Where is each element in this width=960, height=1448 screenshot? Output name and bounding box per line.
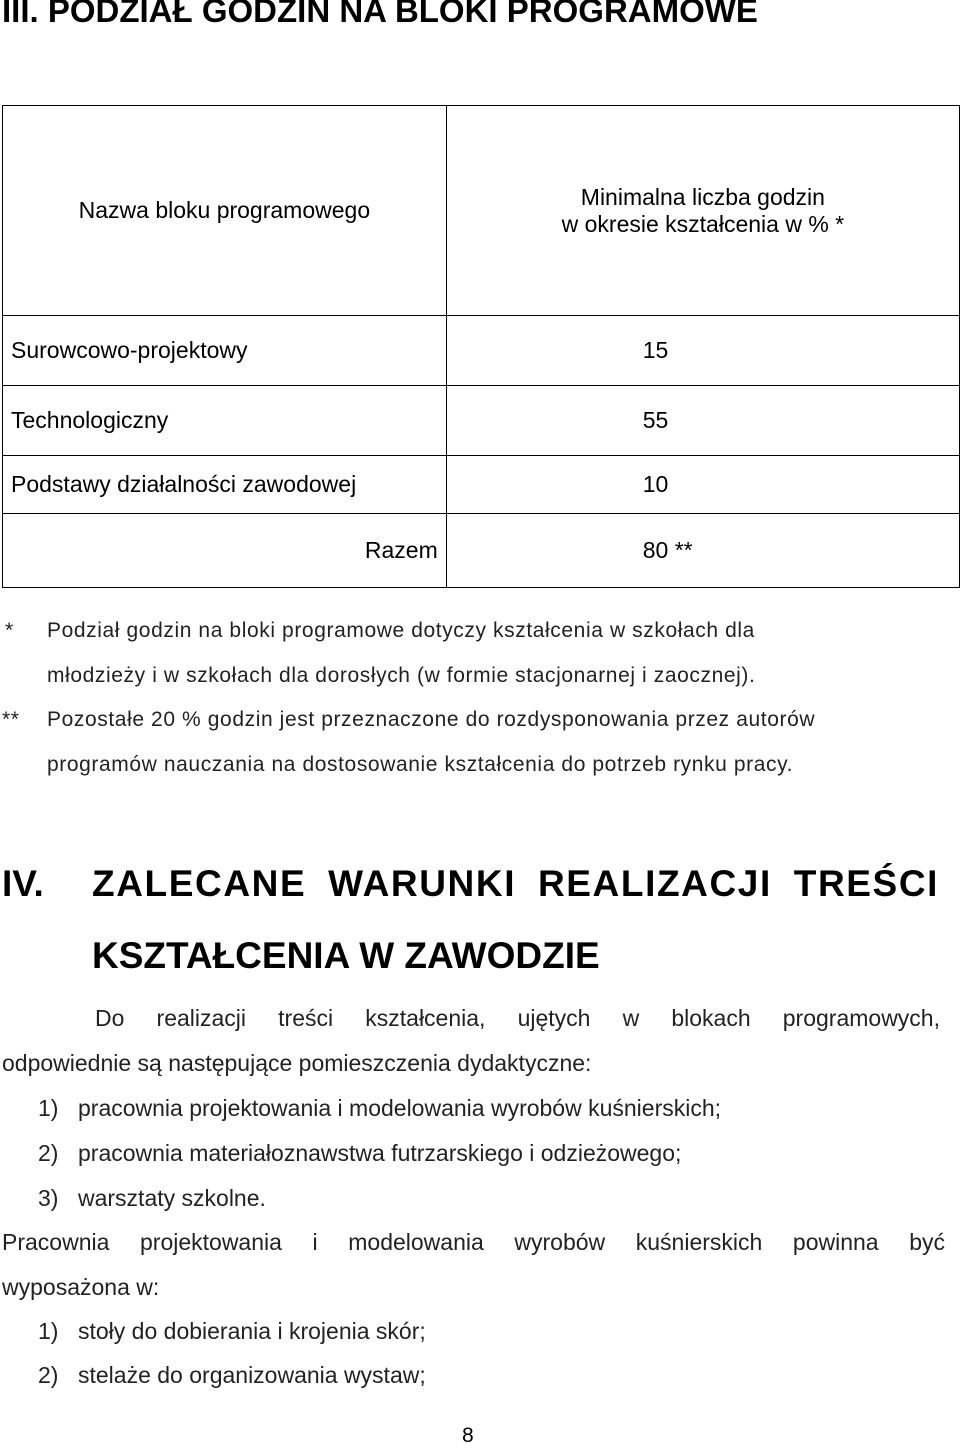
table-header-row [3, 106, 960, 316]
page-number: 8 [462, 1424, 474, 1447]
footnote-2-line2: programów nauczania na dostosowanie kształcenia do potrzeb rynku pracy. [47, 753, 794, 776]
intro-line2: odpowiednie są następujące pomieszczenia dydaktyczne: [2, 1050, 592, 1076]
room-2-text: pracownia materiałoznawstwa futrzarskiego i odzieżowego; [78, 1140, 682, 1166]
total-value-cell: 80 ** [446, 514, 959, 588]
equipment-1-text: stoły do dobierania i krojenia skór; [78, 1318, 426, 1344]
room-3-num: 3) [38, 1185, 59, 1211]
section-3-heading: III. PODZIAŁ GODZIN NA BLOKI PROGRAMOWE [2, 0, 758, 29]
table-row [3, 316, 960, 386]
program-blocks-table [2, 105, 960, 588]
col-header-min-hours-line2: w okresie kształcenia w % * [561, 210, 845, 237]
room-1-num: 1) [38, 1095, 59, 1121]
equipment-intro-line2: wyposażona w: [2, 1274, 160, 1300]
room-3-text: warsztaty szkolne. [78, 1185, 266, 1211]
block-name-cell: Technologiczny [3, 386, 447, 456]
equipment-2-num: 2) [38, 1362, 59, 1388]
block-hours-cell: 55 [446, 386, 959, 456]
room-2-num: 2) [38, 1140, 59, 1166]
equipment-1-num: 1) [38, 1318, 59, 1344]
equipment-2-text: stelaże do organizowania wystaw; [78, 1362, 426, 1388]
block-name-cell: Surowcowo-projektowy [3, 316, 447, 386]
footnote-2-line1: Pozostałe 20 % godzin jest przeznaczone do rozdysponowania przez autorów [47, 708, 816, 731]
section-4-heading [2, 863, 942, 905]
total-label-cell: Razem [3, 514, 447, 588]
footnote-1-mark: * [5, 619, 14, 642]
block-hours-cell: 15 [446, 316, 959, 386]
block-name-cell: Podstawy działalności zawodowej [3, 456, 447, 514]
section-4-number: IV. [2, 863, 44, 904]
equipment-intro-line1: Pracownia projektowania i modelowania wyrobów kuśnierskich powinna być [2, 1229, 945, 1255]
col-header-min-hours-line1: Minimalna liczba godzin [580, 183, 825, 210]
room-1-text: pracownia projektowania i modelowania wyrobów kuśnierskich; [78, 1095, 722, 1121]
table-total-row [3, 514, 960, 588]
section-4-heading-line2: KSZTAŁCENIA W ZAWODZIE [92, 935, 600, 976]
footnote-2-mark: ** [2, 708, 20, 731]
intro-line1: Do realizacji treści kształcenia, ujętych w blokach programowych, [95, 1005, 940, 1031]
col-header-block-name: Nazwa bloku programowego [3, 106, 447, 316]
section-4-heading-line1: ZALECANE WARUNKI REALIZACJI TREŚCI [92, 863, 940, 904]
block-hours-cell: 10 [446, 456, 959, 514]
table-row [3, 456, 960, 514]
col-header-min-hours [446, 106, 959, 316]
footnote-1-line2: młodzieży i w szkołach dla dorosłych (w formie stacjonarnej i zaocznej). [47, 664, 756, 687]
footnote-1-line1: Podział godzin na bloki programowe dotyczy kształcenia w szkołach dla [47, 619, 755, 642]
table-row [3, 386, 960, 456]
